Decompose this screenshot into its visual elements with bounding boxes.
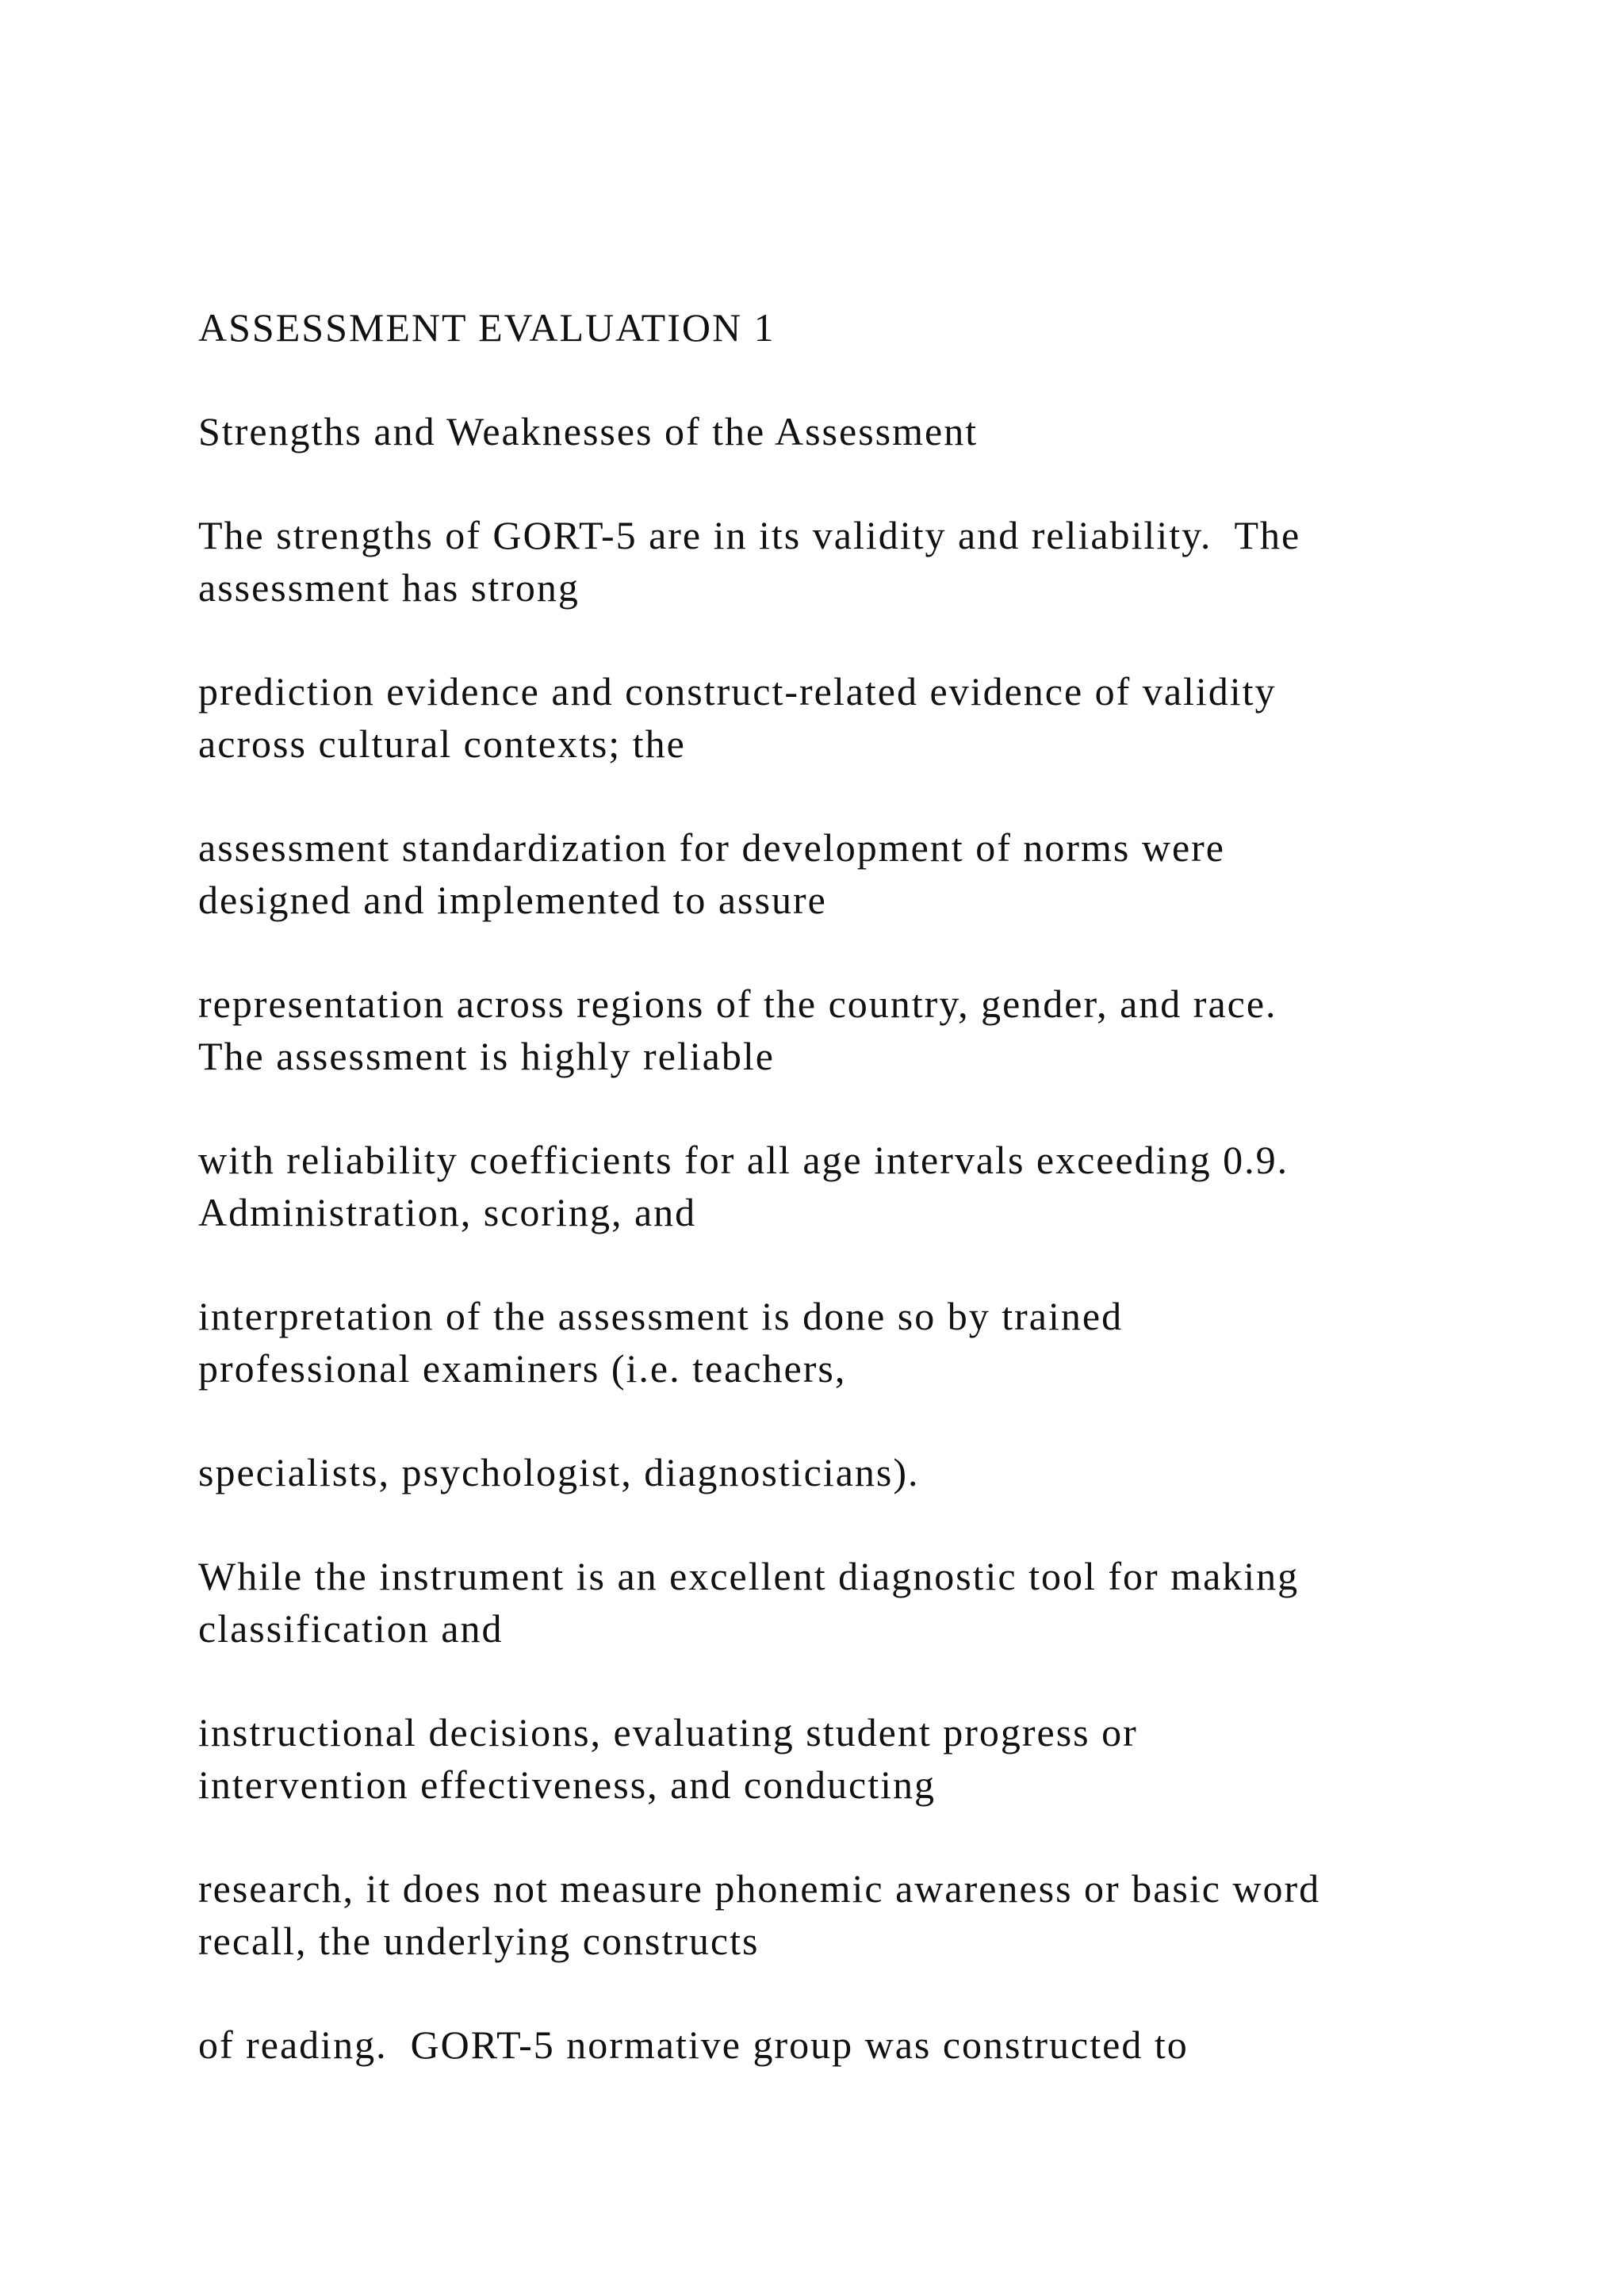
section-heading — [198, 405, 1546, 457]
paragraph — [198, 665, 1546, 770]
text-line: The strengths of GORT-5 are in its validity and reliability. The — [198, 513, 1301, 557]
text-line: assessment standardization for development of norms were — [198, 825, 1225, 870]
paragraph — [198, 978, 1546, 1082]
paragraph — [198, 1134, 1546, 1238]
text-line: instructional decisions, evaluating student progress or — [198, 1710, 1138, 1755]
text-line: classification and — [198, 1606, 504, 1651]
paragraph — [198, 1290, 1546, 1395]
text-line: Administration, scoring, and — [198, 1190, 697, 1234]
paragraph — [198, 1862, 1546, 1967]
text-line: professional examiners (i.e. teachers, — [198, 1346, 847, 1391]
text-line: representation across regions of the country, gender, and race. — [198, 982, 1277, 1026]
text-line: assessment has strong — [198, 565, 580, 610]
text-line: research, it does not measure phonemic awareness or basic word — [198, 1866, 1321, 1911]
paragraph — [198, 821, 1546, 926]
text-line: specialists, psychologist, diagnosticians). — [198, 1450, 920, 1494]
text-line: intervention effectiveness, and conducting — [198, 1762, 936, 1807]
text-line: The assessment is highly reliable — [198, 1034, 775, 1078]
text-line: While the instrument is an excellent diagnostic tool for making — [198, 1554, 1300, 1598]
paragraph — [198, 2019, 1546, 2071]
document-body — [198, 301, 1546, 2122]
text-line: of reading. GORT-5 normative group was constructed to — [198, 2022, 1189, 2067]
paragraph — [198, 1550, 1546, 1655]
text-line: across cultural contexts; the — [198, 721, 686, 766]
text-line: interpretation of the assessment is done so by trained — [198, 1294, 1124, 1338]
text-line: designed and implemented to assure — [198, 878, 827, 922]
paragraph — [198, 1446, 1546, 1498]
text-line: with reliability coefficients for all age intervals exceeding 0.9. — [198, 1138, 1289, 1182]
header-text: ASSESSMENT EVALUATION 1 — [198, 305, 776, 350]
text-line: prediction evidence and construct-related evidence of validity — [198, 669, 1277, 714]
heading-text: Strengths and Weaknesses of the Assessment — [198, 409, 979, 453]
paragraph — [198, 1706, 1546, 1811]
text-line: recall, the underlying constructs — [198, 1919, 760, 1963]
paragraph — [198, 509, 1546, 614]
running-header — [198, 301, 1546, 354]
